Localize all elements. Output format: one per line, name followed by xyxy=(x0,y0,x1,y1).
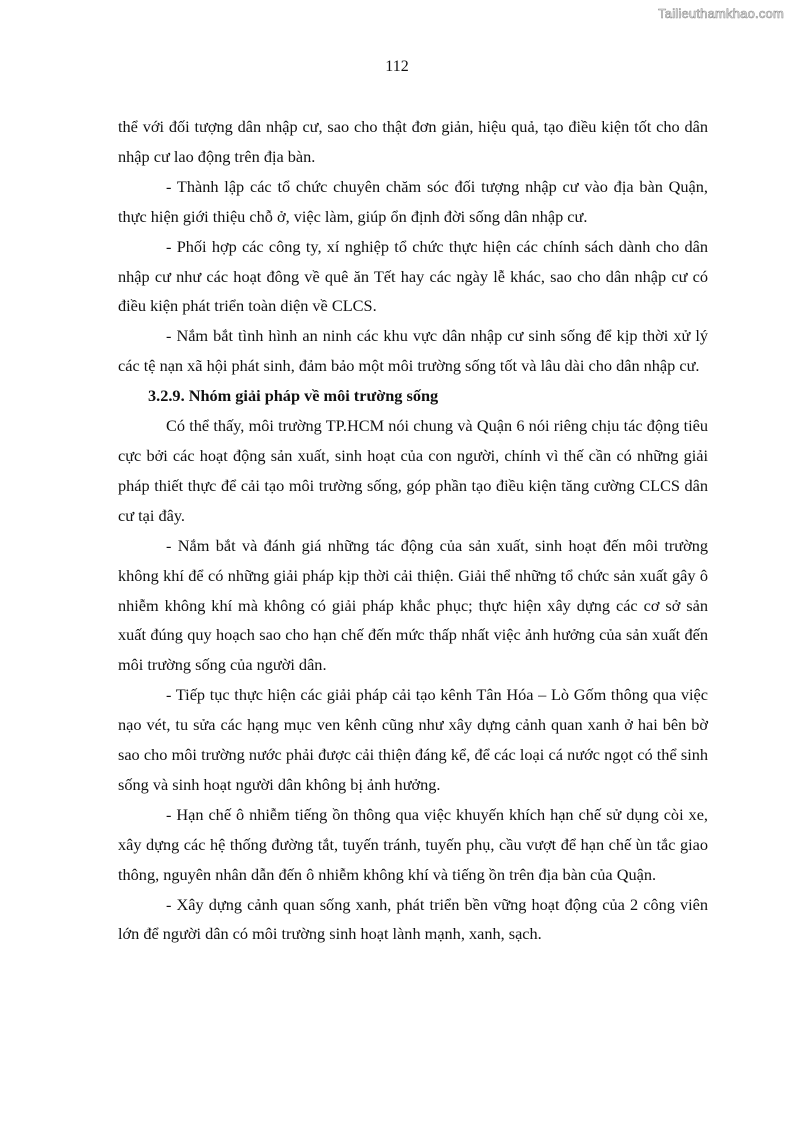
paragraph-bullet-companies: - Phối hợp các công ty, xí nghiệp tổ chức thực hiện các chính sách dành cho dân nhập cư như các hoạt đông về quê ăn Tết hay các ngày lễ khác, sao cho dân nhập cư có điều kiện phát triển toàn diện về CLCS. xyxy=(118,236,708,316)
watermark-text: Tailieuthamkhao.com xyxy=(658,6,784,21)
paragraph-bullet-canal: - Tiếp tục thực hiện các giải pháp cải tạo kênh Tân Hóa – Lò Gốm thông qua việc nạo vét, tu sửa các hạng mục ven kênh cũng như xây dựng cảnh quan xanh ở hai bên bờ sao cho môi trường nước phải được cải thiện đáng kể, để các loại cá nước ngọt có thể sinh sống và sinh hoạt người dân không bị ảnh hưởng. xyxy=(118,685,708,794)
page-number: 112 xyxy=(385,58,409,75)
paragraph-bullet-parks: - Xây dựng cảnh quan sống xanh, phát triển bền vững hoạt động của 2 công viên lớn để người dân có môi trường sinh hoạt lành mạnh, xanh, sạch. xyxy=(118,894,708,944)
paragraph-bullet-organizations: - Thành lập các tổ chức chuyên chăm sóc đối tượng nhập cư vào địa bàn Quận, thực hiện giới thiệu chỗ ở, việc làm, giúp ổn định đời sống dân nhập cư. xyxy=(118,176,708,226)
paragraph-bullet-noise: - Hạn chế ô nhiễm tiếng ồn thông qua việc khuyến khích hạn chế sử dụng còi xe, xây dựng các hệ thống đường tắt, tuyến tránh, tuyến phụ, cầu vượt để hạn chế ùn tắc giao thông, nguyên nhân dẫn đến ô nhiễm không khí và tiếng ồn trên địa bàn của Quận. xyxy=(118,804,708,884)
paragraph-continuation: thể với đối tượng dân nhập cư, sao cho thật đơn giản, hiệu quả, tạo điều kiện tốt cho dân nhập cư lao động trên địa bàn. xyxy=(118,117,708,166)
section-heading: 3.2.9. Nhóm giải pháp về môi trường sống xyxy=(148,386,439,406)
document-body xyxy=(118,112,708,949)
paragraph-intro: Có thể thấy, môi trường TP.HCM nói chung và Quận 6 nói riêng chịu tác động tiêu cực bởi các hoạt động sản xuất, sinh hoạt của con người, chính vì thế cần có những giải pháp thiết thực để cải tạo môi trường sống, góp phần tạo điều kiện tăng cường CLCS dân cư tại đây. xyxy=(118,416,708,525)
paragraph-bullet-security: - Nắm bắt tình hình an ninh các khu vực dân nhập cư sinh sống để kịp thời xử lý các tệ nạn xã hội phát sinh, đảm bảo một môi trường sống tốt và lâu dài cho dân nhập cư. xyxy=(118,326,708,376)
paragraph-bullet-air: - Nắm bắt và đánh giá những tác động của sản xuất, sinh hoạt đến môi trường không khí để có những giải pháp kịp thời cải thiện. Giải thể những tổ chức sản xuất gây ô nhiễm không khí mà không có giải pháp khắc phục; thực hiện xây dựng các cơ sở sản xuất đúng quy hoạch sao cho hạn chế đến mức thấp nhất việc ảnh hưởng của sản xuất đến môi trường sống của người dân. xyxy=(118,535,708,675)
